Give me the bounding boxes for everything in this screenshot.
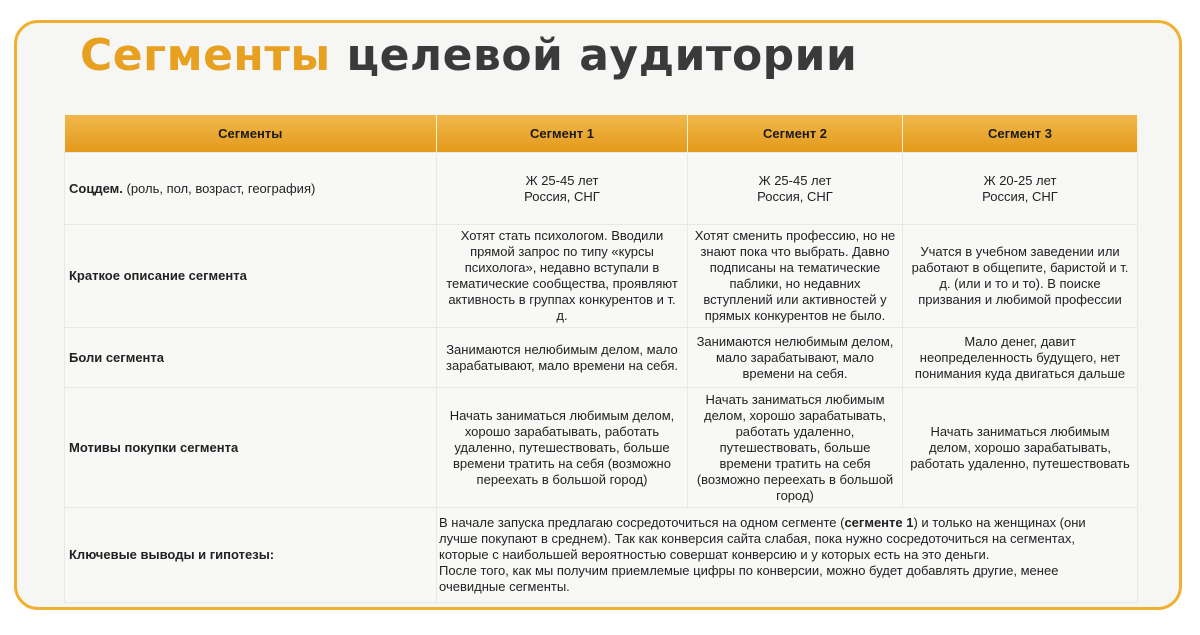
cell-line: времени тратить на себя [719,455,871,471]
cell-line: Мало денег, давит [964,333,1076,349]
cell-line: психолога», недавно вступали в [464,260,660,275]
cell-line: Начать заниматься любимым [705,391,885,407]
cell-line: работают в общепите, баристой и т. [911,260,1129,275]
cell-line: хорошо зарабатывать, работать [464,423,660,439]
cell-line: прямой запрос по типу «курсы [470,244,654,259]
cell-line: вступлений или активностей у [703,292,887,307]
table-row-description [65,225,1138,328]
table-row-pains [65,328,1138,388]
cell-line: Ж 25-45 лет [758,172,832,188]
cell-line: призвания и любимой профессии [918,292,1122,307]
cell-description-seg1 [437,225,688,328]
header-segment-1: Сегмент 1 [437,115,688,153]
socdem-label-bold: Соцдем. [69,180,123,196]
header-segments: Сегменты [65,115,437,153]
cell-motives-seg1 [437,388,688,508]
cell-line: времени тратить на себя (возможно [453,455,671,471]
cell-pains-seg3 [903,328,1138,388]
header-segment-3: Сегмент 3 [903,115,1138,153]
conclusions-line-1 [439,515,1133,531]
cell-line: Россия, СНГ [757,188,833,204]
cell-line: Начать заниматься любимым делом, [449,407,675,423]
cell-line: Занимаются нелюбимым делом, [696,333,894,349]
cell-motives-seg2 [688,388,903,508]
cell-socdem-seg3 [903,153,1138,225]
conclusions-line-2: лучше покупают в среднем). Так как конверсия сайта слабая, пока нужно сосредоточиться на сегментах, [439,531,1075,546]
cell-line: Россия, СНГ [524,188,600,204]
cell-line: паблики, но недавних [729,276,861,291]
cell-line: д. (или и то и то). В поиске [939,276,1101,291]
conclusions-line-1-bold: сегменте 1 [844,515,914,530]
cell-line: времени на себя. [742,365,848,381]
cell-description-seg3 [903,225,1138,328]
row-label-description: Краткое описание сегмента [65,225,437,328]
conclusions-line-3: которые с наибольшей вероятностью совершат конверсию и у которых есть на это деньги. [439,547,990,562]
cell-line: путешествовать, больше [719,439,871,455]
conclusions-line-5: очевидные сегменты. [439,579,570,594]
cell-line: Начать заниматься любимым [930,423,1110,439]
cell-line: знают пока что выбрать. Давно [700,244,890,259]
cell-line: Хотят стать психологом. Вводили [460,228,664,243]
cell-line: мало зарабатывают, мало [715,349,875,365]
cell-line: понимания куда двигаться дальше [914,365,1126,381]
segments-table [64,115,1138,603]
page-title [80,30,857,81]
row-label-motives: Мотивы покупки сегмента [65,388,437,508]
cell-conclusions [437,508,1138,603]
cell-line: зарабатывают, мало времени на себя. [446,357,678,373]
socdem-label-normal: (роль, пол, возраст, география) [122,180,316,196]
table-header-row [65,115,1138,153]
row-label-conclusions: Ключевые выводы и гипотезы: [65,508,437,603]
cell-line: работать удаленно, путешествовать [910,455,1130,471]
cell-line: удаленно, путешествовать, больше [454,439,670,455]
cell-line: неопределенность будущего, нет [919,349,1121,365]
cell-line: делом, хорошо зарабатывать, [704,407,886,423]
cell-pains-seg2 [688,328,903,388]
cell-line: (возможно переехать в большой [696,471,894,487]
cell-line: Ж 20-25 лет [983,172,1057,188]
conclusions-line-1-pre: В начале запуска предлагаю сосредоточиться на одном сегменте ( [439,515,845,530]
header-segment-2: Сегмент 2 [688,115,903,153]
cell-line: Занимаются нелюбимым делом, мало [446,341,678,357]
row-label-pains: Боли сегмента [65,328,437,388]
cell-socdem-seg1 [437,153,688,225]
table-row-socdem [65,153,1138,225]
cell-line: переехать в большой город) [476,471,648,487]
table-row-motives [65,388,1138,508]
title-accent: Сегменты [80,30,331,81]
row-label-socdem [65,153,437,225]
cell-line: Учатся в учебном заведении или [920,244,1120,259]
cell-line: Россия, СНГ [982,188,1058,204]
cell-line: тематические сообщества, проявляют [446,276,678,291]
cell-line: делом, хорошо зарабатывать, [929,439,1111,455]
title-rest: целевой аудитории [346,30,858,81]
cell-pains-seg1 [437,328,688,388]
table-row-conclusions [65,508,1138,603]
cell-line: работать удаленно, [735,423,855,439]
conclusions-line-4: После того, как мы получим приемлемые цифры по конверсии, можно будет добавлять другие, менее [439,563,1059,578]
conclusions-line-1-post: ) и только на женщинах (они [913,515,1086,530]
cell-description-seg2 [688,225,903,328]
cell-line: активность в группах конкурентов и т. [448,292,676,307]
cell-motives-seg3 [903,388,1138,508]
cell-socdem-seg2 [688,153,903,225]
cell-line: прямых конкурентов не было. [704,308,886,323]
cell-line: д. [556,308,568,323]
cell-line: Хотят сменить профессию, но не [694,228,896,243]
cell-line: подписаны на тематические [709,260,881,275]
cell-line: город) [776,487,814,503]
cell-line: Ж 25-45 лет [525,172,599,188]
